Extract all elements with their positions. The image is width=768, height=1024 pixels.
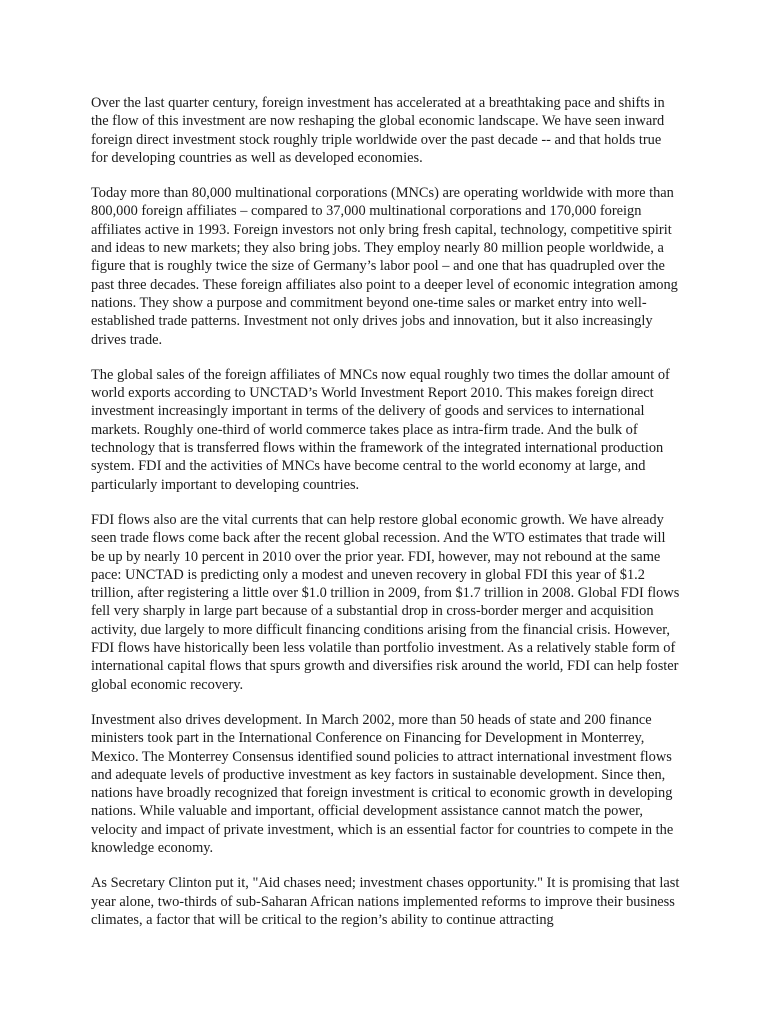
paragraph-foreign-investment-intro: Over the last quarter century, foreign investment has accelerated at a breathtaking pace and shifts in the flow of this investment are now reshaping the global economic landscape. We have seen inward foreign direct investment stock roughly triple worldwide over the past decade -- and that holds true for developing countries as well as developed economies. bbox=[91, 95, 665, 166]
paragraph-global-sales: The global sales of the foreign affiliates of MNCs now equal roughly two times the dollar amount of world exports according to UNCTAD’s World Investment Report 2010. This makes foreign direct investment increasingly important in terms of the delivery of goods and services to international markets. Roughly one-third of world commerce takes place as intra-firm trade. And the bulk of technology that is transferred flows within the framework of the integrated international production system. FDI and the activities of MNCs have become central to the world economy at large, and particularly important to developing countries. bbox=[91, 366, 670, 493]
paragraph-secretary-clinton: As Secretary Clinton put it, "Aid chases need; investment chases opportunity." It is promising that last year alone, two-thirds of sub-Saharan African nations implemented reforms to improve their business climates, a factor that will be critical to the region’s ability to continue attracting bbox=[91, 875, 680, 928]
paragraph-investment-development: Investment also drives development. In March 2002, more than 50 heads of state and 200 finance ministers took part in the International Conference on Financing for Development in Monterrey, Mexico. The Monterrey Consensus identified sound policies to attract international investment flows and adequate levels of productive investment as key factors in sustainable development. Since then, nations have broadly recognized that foreign investment is critical to economic growth in developing nations. While valuable and important, official development assistance cannot match the power, velocity and impact of private investment, which is an essential factor for countries to compete in the knowledge economy. bbox=[91, 711, 674, 856]
paragraph-multinational-corporations: Today more than 80,000 multinational corporations (MNCs) are operating worldwide with more than 800,000 foreign affiliates – compared to 37,000 multinational corporations and 170,000 foreign affiliates active in 1993. Foreign investors not only bring fresh capital, technology, competitive spirit and ideas to new markets; they also bring jobs. They employ nearly 80 million people worldwide, a figure that is roughly twice the size of Germany’s labor pool – and one that has quadrupled over the past three decades. These foreign affiliates also point to a deeper level of economic integration among nations. They show a purpose and commitment beyond one-time sales or market entry into well-established trade patterns. Investment not only drives jobs and innovation, but it also increasingly drives trade. bbox=[91, 185, 678, 348]
document-body bbox=[91, 94, 681, 946]
paragraph-fdi-flows: FDI flows also are the vital currents that can help restore global economic growth. We have already seen trade flows come back after the recent global recession. And the WTO estimates that trade will be up by nearly 10 percent in 2010 over the prior year. FDI, however, may not rebound at the same pace: UNCTAD is predicting only a modest and uneven recovery in global FDI this year of $1.2 trillion, after registering a little over $1.0 trillion in 2009, from $1.7 trillion in 2008. Global FDI flows fell very sharply in large part because of a substantial drop in cross-border merger and acquisition activity, due largely to more difficult financing conditions arising from the financial crisis. However, FDI flows have historically been less volatile than portfolio investment. As a relatively stable form of international capital flows that spurs growth and diversifies risk around the world, FDI can help foster global economic recovery. bbox=[91, 511, 680, 693]
